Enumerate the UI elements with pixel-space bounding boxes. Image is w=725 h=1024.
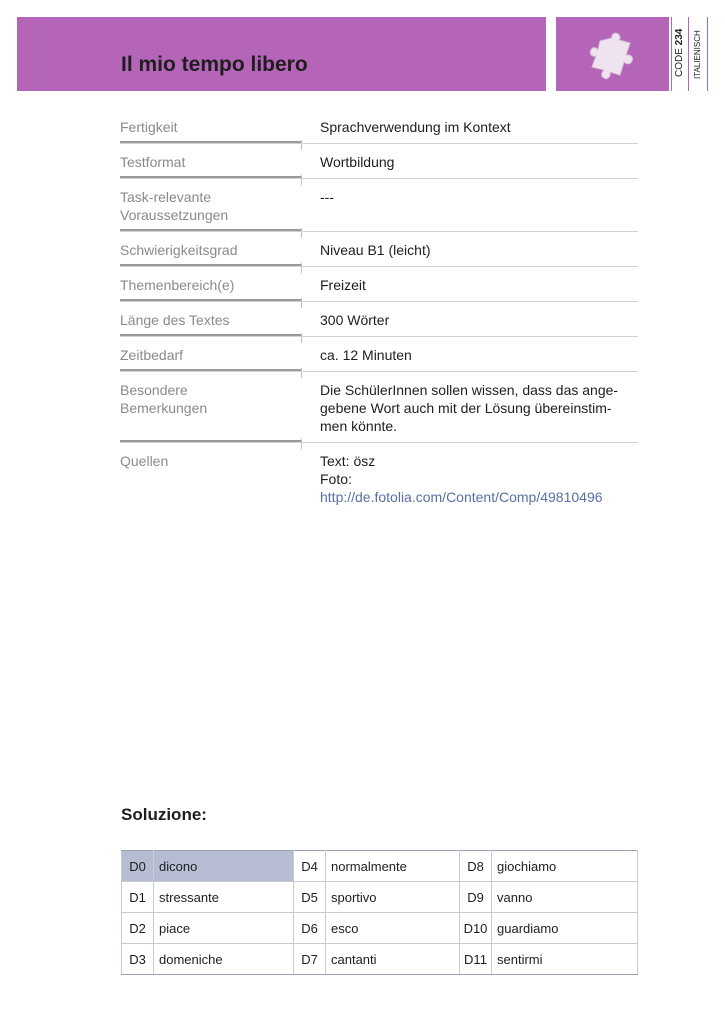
info-label: Länge des Textes: [120, 312, 230, 328]
table-row: [122, 944, 638, 975]
info-label: Fertigkeit: [120, 119, 178, 135]
solution-word: domeniche: [154, 944, 294, 975]
code-number: 234: [674, 28, 685, 46]
solution-code: D3: [122, 944, 154, 975]
solution-code: D10: [460, 913, 492, 944]
info-value: Niveau B1 (leicht): [320, 242, 431, 258]
table-row: [122, 882, 638, 913]
info-label: Schwierigkeitsgrad: [120, 242, 238, 258]
language-label: ITALIENISCH: [689, 17, 708, 91]
solution-title: Soluzione:: [121, 805, 207, 824]
info-row: [120, 372, 638, 443]
solution-code: D7: [294, 944, 326, 975]
info-value: Wortbildung: [320, 154, 395, 170]
info-row: [120, 302, 638, 337]
header-bar: [17, 17, 546, 91]
solution-word: normalmente: [326, 851, 460, 882]
solution-word: guardiamo: [492, 913, 638, 944]
info-label: Themenbereich(e): [120, 277, 235, 293]
foto-link[interactable]: http://de.fotolia.com/Content/Comp/49810496: [320, 489, 603, 505]
solution-word: dicono: [154, 851, 294, 882]
solution-code: D8: [460, 851, 492, 882]
solution-code: D11: [460, 944, 492, 975]
solution-word: piace: [154, 913, 294, 944]
info-label: Testformat: [120, 154, 186, 170]
info-value: 300 Wörter: [320, 312, 390, 328]
info-value: ---: [320, 189, 334, 205]
info-value: Freizeit: [320, 277, 366, 293]
info-label: Quellen: [120, 453, 169, 469]
source-text: Text: ösz: [320, 453, 376, 469]
info-value: Sprachverwendung im Kontext: [320, 119, 511, 135]
info-row: [120, 267, 638, 302]
info-row: [120, 144, 638, 179]
solution-code: D2: [122, 913, 154, 944]
info-value: [320, 452, 638, 506]
solution-word: sportivo: [326, 882, 460, 913]
solution-table: [121, 850, 638, 975]
info-row-sources: [120, 443, 638, 514]
page-title: Il mio tempo libero: [121, 53, 308, 76]
solution-code: D6: [294, 913, 326, 944]
source-foto: Foto: http://de.fotolia.com/Content/Comp/49810496: [320, 471, 603, 505]
info-row: [120, 337, 638, 372]
solution-code: D9: [460, 882, 492, 913]
solution-word: sentirmi: [492, 944, 638, 975]
solution-code: D4: [294, 851, 326, 882]
solution-code: D5: [294, 882, 326, 913]
info-row: [120, 109, 638, 144]
info-row: [120, 232, 638, 267]
code-label: CODE 234: [671, 17, 689, 91]
solution-word: stressante: [154, 882, 294, 913]
info-label: Besondere Bemerkungen: [120, 382, 208, 416]
info-label: Zeitbedarf: [120, 347, 184, 363]
solution-code: D1: [122, 882, 154, 913]
table-row: [122, 851, 638, 882]
info-row: [120, 179, 638, 232]
table-row: [122, 913, 638, 944]
info-label: Task-relevante Voraussetzungen: [120, 189, 229, 223]
puzzle-badge: [556, 17, 669, 91]
solution-code: D0: [122, 851, 154, 882]
puzzle-piece-icon: [582, 23, 640, 85]
solution-word: cantanti: [326, 944, 460, 975]
info-table: [120, 109, 638, 514]
info-value: ca. 12 Minuten: [320, 347, 412, 363]
solution-word: vanno: [492, 882, 638, 913]
info-value: Die SchülerInnen sollen wissen, dass das ange-gebene Wort auch mit der Lösung übereinstim-men könnte.: [320, 382, 619, 434]
solution-word: giochiamo: [492, 851, 638, 882]
solution-word: esco: [326, 913, 460, 944]
